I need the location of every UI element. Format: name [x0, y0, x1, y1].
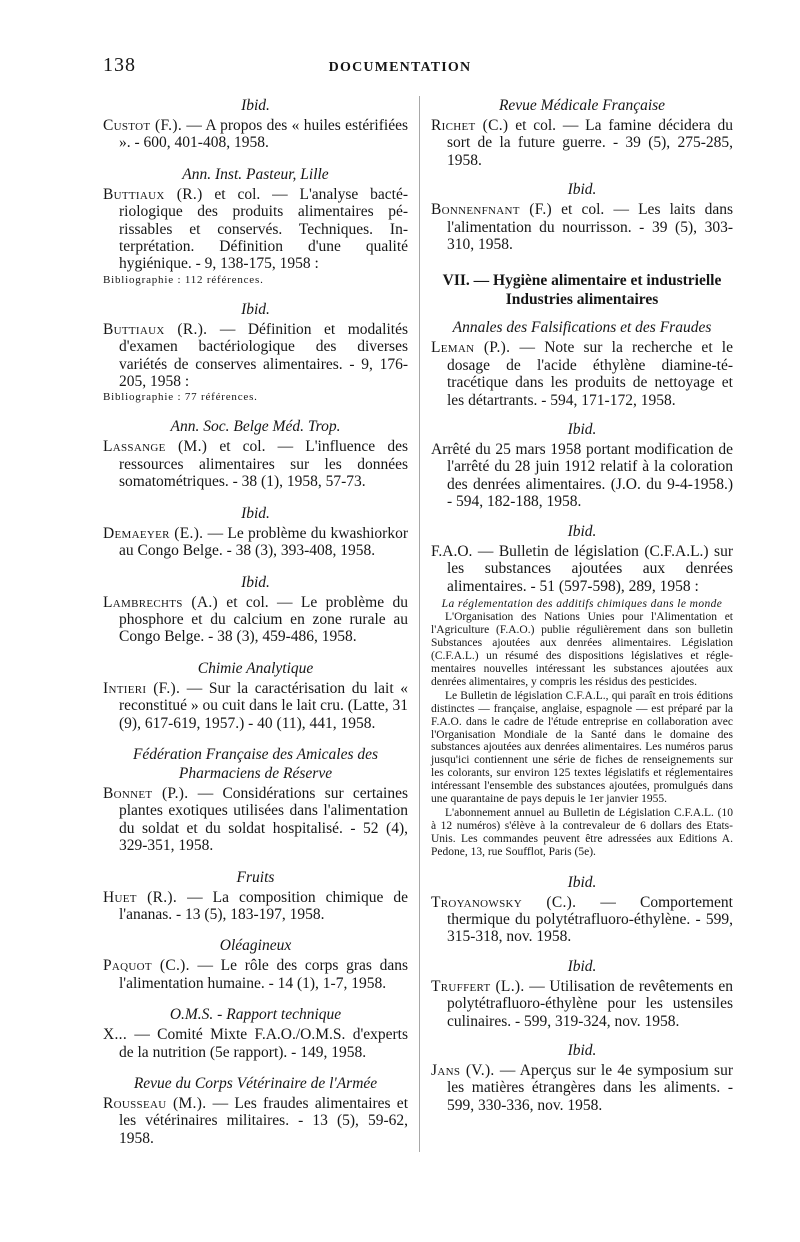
entry-author: Buttiaux (R.)	[103, 185, 203, 203]
entry-author: Lambrechts (A.)	[103, 593, 218, 611]
bibliography-entry	[103, 438, 408, 490]
entry-author: Leman (P.).	[431, 339, 511, 357]
bibliography-entry	[103, 525, 408, 560]
entry-text: — Considérations sur certaines plantes exotiques utilisées dans l'alimentation du soldat et du soldat hospitalisé. - 52 (4), 329-351, 1958.	[119, 784, 409, 855]
source-heading: Ibid.	[567, 1042, 597, 1060]
entry-author: Troyanowsky (C.).	[431, 893, 577, 911]
source-heading: Ibid.	[241, 300, 270, 318]
left-column	[103, 96, 408, 1160]
entry-text: — Note sur la recherche et le dosage de l'acide éthylène diamine-tétracétique dans les produits de nettoyage et les détartrants. - 594, 171-172, 1958.	[447, 339, 733, 409]
entry-bibliography-note: Bibliographie : 77 références.	[103, 391, 258, 404]
entry-author: Intieri (F.).	[103, 679, 181, 697]
bibliography-entry	[103, 186, 408, 287]
bibliography-entry	[103, 889, 408, 924]
entry-text: — Le rôle des corps gras dans l'alimentation humaine. - 14 (1), 1-7, 1958.	[119, 957, 408, 992]
entry-text: — A propos des « huiles estérifiées ». - 600, 401-408, 1958.	[119, 117, 408, 152]
bibliography-entry	[431, 117, 733, 169]
bibliography-entry	[103, 1095, 408, 1147]
entry-bibliography-note: Bibliographie : 112 références.	[103, 273, 264, 286]
entry-author: Bonnet (P.).	[103, 784, 189, 802]
bibliography-entry	[431, 894, 733, 946]
entry-author: Paquot (C.).	[103, 957, 190, 975]
entry-text: et col. — L'analyse bactériologique des produits alimentaires périssables et conservés. Techniques. Interprétation. Définition d'une qualité hygiénique. - 9, 138-175, 1958 :	[119, 185, 408, 273]
bibliography-entry	[103, 594, 408, 646]
note-paragraph: Le Bulletin de législation C.F.A.L., qui paraît en trois éditions distinctes — française, anglaise, espagnole — est préparé par la F.A.O. dans le cadre de l'étude entreprise en collaboration avec l'Organisation Mondiale de la Santé dans le domaine des substances ajoutées aux denrées alimentaires. Les numéros parus jusqu'ici contiennent une série de fiches de renseignements sur les colorants, sur environ 125 textes législatifs et réglementaires intéressant l'ensemble des substances ajoutées, promulgués dans une quarantaine de pays depuis le 1er janvier 1955.	[431, 689, 733, 806]
source-heading: Ibid.	[567, 873, 597, 891]
note-paragraph: L'abonnement annuel au Bulletin de Législation C.F.A.L. (10 à 12 numéros) s'élève à la contrevaleur de 6 dollars des Etats-Unis. Les commandes peuvent être adressées aux Editions A. Pedone, 13, rue Soufflot, Paris (5e).	[431, 807, 733, 858]
entry-text: — La composition chimique de l'ananas. - 13 (5), 183-197, 1958.	[119, 888, 408, 923]
entry-text: et col. — Les laits dans l'alimentation du nourrisson. - 39 (5), 303-310, 1958.	[447, 201, 733, 254]
entry-text: — Comité Mixte F.A.O./O.M.S. d'experts de la nutrition (5e rapport). - 149, 1958.	[119, 1026, 408, 1061]
entry-text: et col. — La famine décidera du sort de la future guerre. - 39 (5), 275-285, 1958.	[447, 117, 733, 169]
source-heading: Ibid.	[241, 573, 270, 591]
bibliography-entry	[103, 321, 408, 405]
source-heading: O.M.S. - Rapport technique	[169, 1006, 342, 1024]
entry-text: — Utilisation de revêtements en polytétrafluoro-éthylène pour les ustensiles culinaires. - 599, 319-324, nov. 1958.	[447, 977, 734, 1030]
page-number: 138	[103, 54, 136, 76]
entry-author: Demaeyer (E.).	[103, 524, 204, 542]
source-heading: Oléagineux	[219, 937, 292, 955]
entry-author: Truffert (L.).	[431, 977, 525, 995]
entry-author: Lassange (M.)	[103, 438, 208, 456]
source-heading: Annales des Falsifications et des Fraudes	[452, 319, 712, 337]
entry-text: — Bulletin de législation (C.F.A.L.) sur les substances ajoutées aux denrées alimentaires. - 51 (597-598), 289, 1958 :	[447, 542, 733, 595]
entry-author: Huet (R.).	[103, 888, 178, 906]
source-heading: Ann. Inst. Pasteur, Lille	[182, 165, 329, 183]
source-heading: Revue du Corps Vétérinaire de l'Armée	[133, 1075, 378, 1092]
running-title: DOCUMENTATION	[328, 60, 472, 75]
section-heading	[431, 271, 733, 309]
entry-author: Jans (V.).	[431, 1062, 495, 1080]
bibliography-entry	[431, 201, 733, 253]
entry-author: Buttiaux (R.).	[103, 320, 208, 338]
source-heading: Ibid.	[567, 181, 597, 199]
bibliography-entry	[103, 957, 408, 992]
entry-text: — Les fraudes alimentaires et les vétérinaires militaires. - 13 (5), 59-62, 1958.	[119, 1095, 408, 1147]
source-heading: Ibid.	[567, 421, 597, 439]
section-heading-line: Industries alimentaires	[505, 291, 659, 309]
bibliography-entry	[431, 339, 733, 409]
bibliography-entry	[431, 978, 733, 1030]
entry-text: — Le problème du kwashiorkor au Congo Belge. - 38 (3), 393-408, 1958.	[119, 524, 408, 560]
entry-author: Rousseau (M.).	[103, 1095, 207, 1112]
entry-note	[431, 598, 733, 859]
source-heading: Fédération Française des Amicales des Pharmaciens de Réserve	[132, 745, 379, 782]
source-heading: Chimie Analytique	[197, 659, 314, 677]
note-paragraph: L'Organisation des Nations Unies pour l'Alimentation et l'Agriculture (F.A.O.) publie régulièrement dans son bulletin Substances ajoutées aux denrées alimentaires. Législation (C.F.A.L.) un résumé des dispositions législatives et réglementaires nouvelles intéressant les substances ajoutées aux denrées alimentaires, y compris les résidus des pesticides.	[431, 611, 733, 688]
bibliography-entry	[431, 1062, 733, 1114]
bibliography-entry	[103, 117, 408, 152]
section-heading-line: VII. — Hygiène alimentaire et industrielle	[442, 272, 722, 290]
source-heading: Ibid.	[241, 97, 270, 114]
bibliography-entry	[103, 1026, 408, 1061]
note-subtitle: La réglementation des additifs chimiques dans le monde	[441, 597, 723, 610]
bibliography-entry	[431, 441, 733, 511]
entry-text: — Sur la caractérisation du lait « reconstitué » ou cuit dans le lait cru. (Latte, 31 (9), 617-619, 1957.) - 40 (11), 441, 1958.	[119, 679, 408, 732]
entry-author: F.A.O.	[431, 542, 473, 560]
entry-text: et col. — Le problème du phosphore et du calcium en zone rurale au Congo Belge. - 38 (3), 459-486, 1958.	[119, 593, 408, 646]
column-divider	[419, 96, 420, 1152]
bibliography-entry	[103, 680, 408, 732]
bibliography-entry	[431, 543, 733, 595]
entry-author: Bonnenfnant (F.)	[431, 201, 553, 219]
right-column	[431, 96, 733, 1125]
bibliography-entry	[103, 785, 408, 855]
entry-text: Arrêté du 25 mars 1958 portant modification de l'arrêté du 28 juin 1912 relatif à la coloration des denrées alimentaires. (J.O. du 9-4-1958.) - 594, 182-188, 1958.	[431, 441, 733, 511]
entry-text: — Comportement thermique du polytétrafluoro-éthylène. - 599, 315-318, nov. 1958.	[447, 893, 733, 946]
source-heading: Fruits	[236, 868, 275, 886]
entry-text: — Aperçus sur le 4e symposium sur les matières étrangères dans les aliments. - 599, 330-336, nov. 1958.	[447, 1062, 733, 1114]
entry-text: et col. — L'influence des ressources alimentaires sur les données somatométriques. - 38 (1), 1958, 57-73.	[119, 438, 408, 491]
source-heading: Ibid.	[241, 504, 270, 522]
source-heading: Ann. Soc. Belge Méd. Trop.	[170, 418, 341, 436]
entry-author: X...	[103, 1026, 128, 1044]
source-heading: Ibid.	[567, 957, 597, 975]
entry-author: Custot (F.).	[103, 117, 182, 134]
entry-text: — Définition et modalités d'examen bactériologique des diverses variétés de conserves alimentaires. - 9, 176-205, 1958 :	[119, 320, 408, 391]
source-heading: Revue Médicale Française	[498, 97, 666, 114]
source-heading: Ibid.	[567, 522, 597, 540]
entry-author: Richet (C.)	[431, 117, 509, 134]
